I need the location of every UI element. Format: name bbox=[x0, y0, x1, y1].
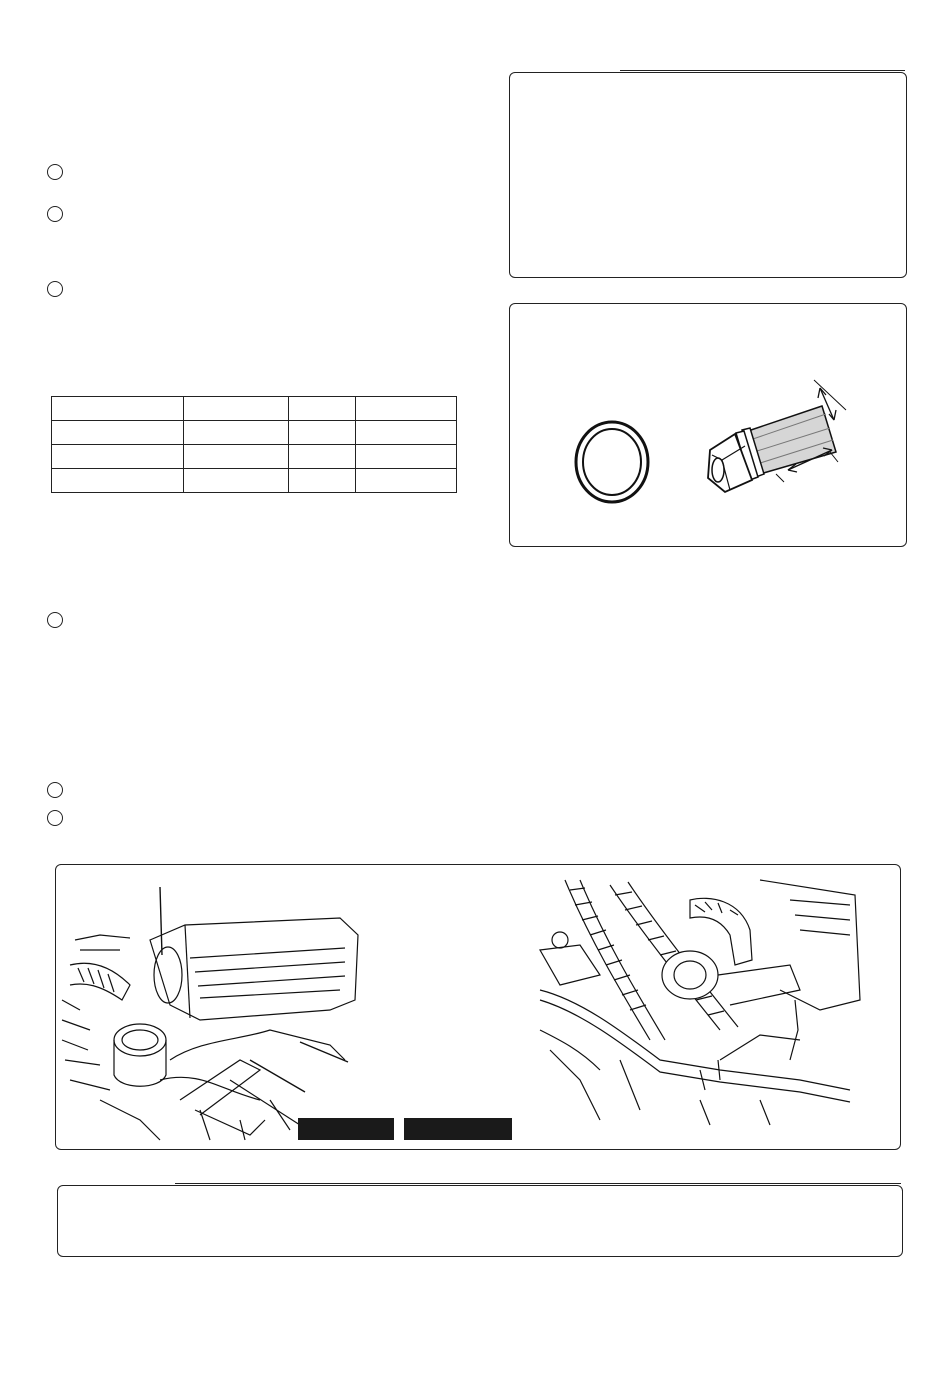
note-box-bottom-tab-line bbox=[175, 1183, 901, 1184]
figure-label-left bbox=[298, 1118, 394, 1140]
figure-label-right bbox=[404, 1118, 512, 1140]
note-box-bottom bbox=[57, 1185, 903, 1257]
